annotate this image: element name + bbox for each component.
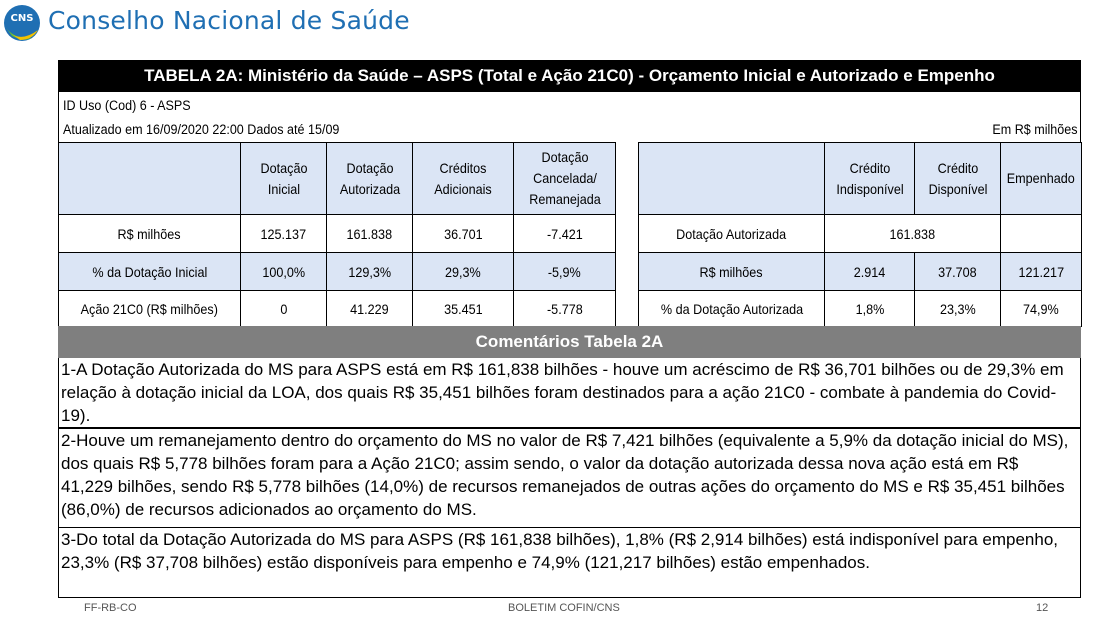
cell-value: 36.701 [413,215,514,253]
update-date-label: Atualizado em 16/09/2020 22:00 Dados até 15/09 [63,122,340,137]
header-dotacao-autorizada: Dotação Autorizada [327,143,413,215]
table-row [59,291,616,327]
header-cell-empty [59,143,241,215]
cell-merged-value: 161.838 [825,215,1001,253]
cell-value: -7.421 [514,215,616,253]
cell-value: 23,3% [915,291,1001,327]
cell-value: -5,9% [514,253,616,291]
header-dotacao-inicial: Dotação Inicial [241,143,327,215]
id-uso-label: ID Uso (Cod) 6 - ASPS [63,98,191,113]
header-dotacao-cancelada: Dotação Cancelada/ Remanejada [514,143,616,215]
table-title: TABELA 2A: Ministério da Saúde – ASPS (Total e Ação 21C0) - Orçamento Inicial e Autorizado e Empenho [58,60,1081,92]
cell-value: 41.229 [327,291,413,327]
table-row [639,215,1082,253]
cell-value: 129,3% [327,253,413,291]
cell-value: 35.451 [413,291,514,327]
row-label: % da Dotação Inicial [59,253,241,291]
row-label: R$ milhões [59,215,241,253]
header-credito-disponivel: Crédito Disponível [915,143,1001,215]
credit-table [638,142,1082,327]
page-number: 12 [1036,602,1049,614]
header-creditos-adicionais: Créditos Adicionais [413,143,514,215]
budget-table [58,142,616,327]
row-label: Dotação Autorizada [639,215,825,253]
cell-value: 37.708 [915,253,1001,291]
comments-title: Comentários Tabela 2A [58,326,1081,358]
cell-value: 125.137 [241,215,327,253]
logo-text: CNS [10,13,34,24]
table-header-row [639,143,1082,215]
cell-value: 0 [241,291,327,327]
cell-value: 161.838 [327,215,413,253]
cell-value: 100,0% [241,253,327,291]
row-label: % da Dotação Autorizada [639,291,825,327]
cell-value: 74,9% [1001,291,1082,327]
table-row [639,291,1082,327]
header-empenhado: Empenhado [1001,143,1082,215]
header-cell-empty [639,143,825,215]
cell-value: 29,3% [413,253,514,291]
cns-logo [2,2,42,42]
cell-value: 2.914 [825,253,915,291]
organization-name: Conselho Nacional de Saúde [48,6,410,35]
cell-value: 1,8% [825,291,915,327]
cell-value: -5.778 [514,291,616,327]
table-row [59,253,616,291]
cell-value: 121.217 [1001,253,1082,291]
table-info [58,92,1081,142]
unit-label: Em R$ milhões [992,122,1078,137]
footer-publication: BOLETIM COFIN/CNS [508,602,620,614]
table-row [59,215,616,253]
table-row [639,253,1082,291]
header-credito-indisponivel: Crédito Indisponível [825,143,915,215]
table-header-row [59,143,616,215]
comment-item: 1-A Dotação Autorizada do MS para ASPS está em R$ 161,838 bilhões - houve um acréscimo de R$ 36,701 bilhões ou de 29,3% em relação à dotação inicial da LOA, dos quais R$ 35,451 bilhões foram destinados para a ação 21C0 - combate à pandemia do Covid-19). [58,358,1081,428]
row-label: Ação 21C0 (R$ milhões) [59,291,241,327]
cell-value [1001,215,1082,253]
row-label: R$ milhões [639,253,825,291]
footer-code: FF-RB-CO [84,602,137,614]
comment-item: 2-Houve um remanejamento dentro do orçamento do MS no valor de R$ 7,421 bilhões (equivalente a 5,9% da dotação inicial do MS), dos quais R$ 5,778 bilhões foram para a Ação 21C0; assim sendo, o valor da dotação autorizada dessa nova ação está em R$ 41,229 bilhões, sendo R$ 5,778 bilhões (14,0%) de recursos remanejados de outras ações do orçamento do MS e R$ 35,451 bilhões (86,0%) de recursos adicionados ao orçamento do MS. [58,428,1081,528]
comment-item: 3-Do total da Dotação Autorizada do MS para ASPS (R$ 161,838 bilhões), 1,8% (R$ 2,914 bilhões) está indisponível para empenho, 23,3% (R$ 37,708 bilhões) estão disponíveis para empenho e 74,9% (121,217 bilhões) estão empenhados. [58,528,1081,598]
